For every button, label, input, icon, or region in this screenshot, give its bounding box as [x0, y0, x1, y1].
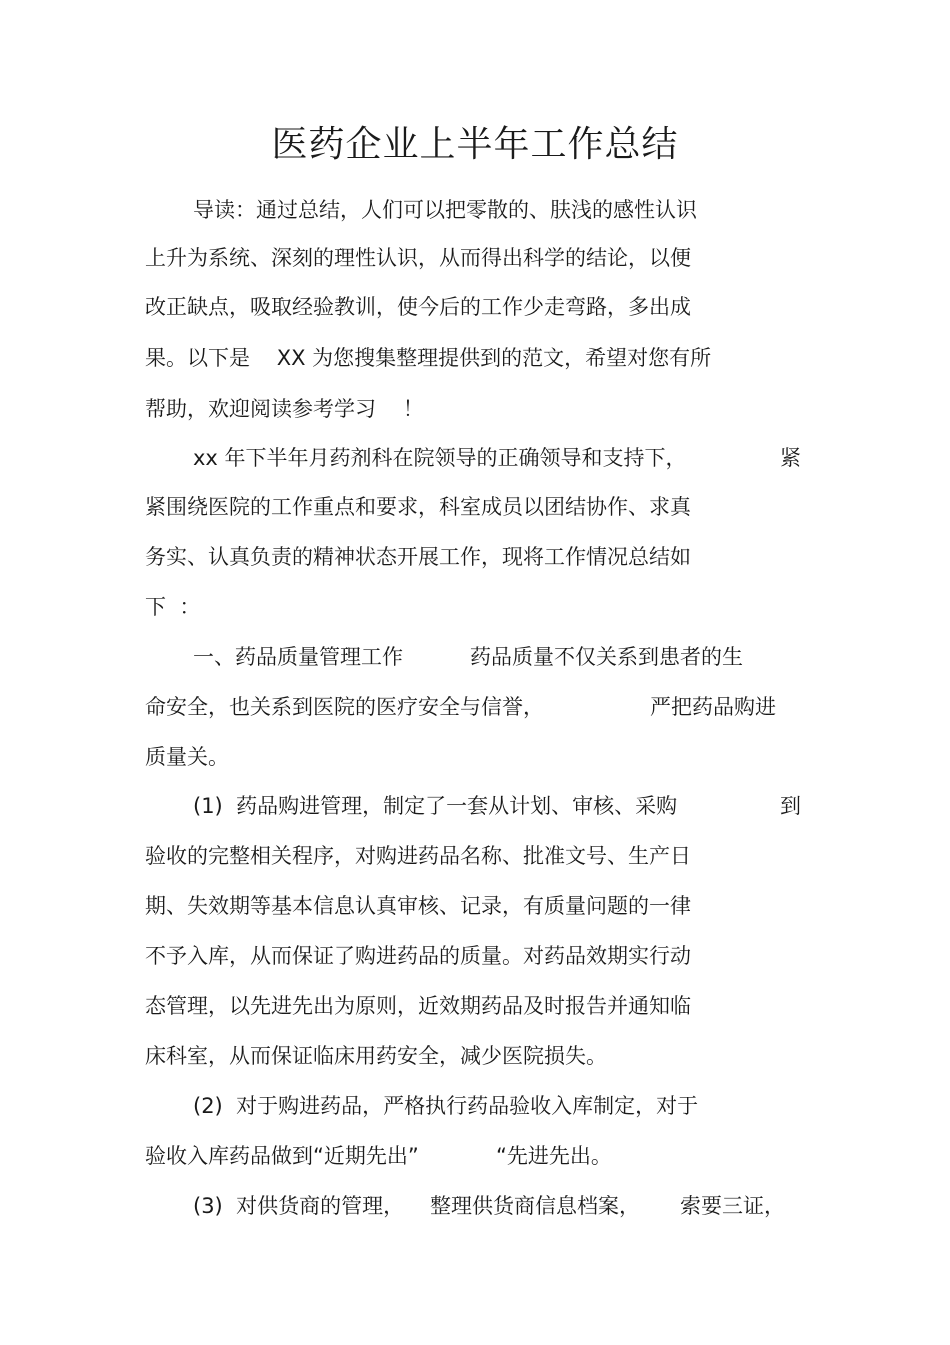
paragraph-line: 下 ：	[145, 595, 201, 619]
paragraph-line: 果。以下是 XX 为您搜集整理提供到的范文，希望对您有所	[145, 346, 712, 370]
paragraph-line: 期、失效期等基本信息认真审核、记录，有质量问题的一律	[145, 894, 691, 918]
paragraph-line: 务实、认真负责的精神状态开展工作，现将工作情况总结如	[145, 545, 691, 569]
paragraph-line: 床科室，从而保证临床用药安全，减少医院损失。	[145, 1044, 607, 1068]
paragraph-line: 态管理，以先进先出为原则，近效期药品及时报告并通知临	[145, 994, 691, 1018]
paragraph-line: 紧	[780, 446, 801, 470]
paragraph-line: 紧围绕医院的工作重点和要求，科室成员以团结协作、求真	[145, 495, 691, 519]
paragraph-line: “先进先出。	[496, 1144, 612, 1168]
section-heading: 一、药品质量管理工作	[193, 645, 403, 669]
paragraph-line: 命安全，也关系到医院的医疗安全与信誉，	[145, 695, 544, 719]
paragraph-line: (3) 对供货商的管理，	[193, 1194, 405, 1218]
paragraph-line: 索要三证，	[680, 1194, 785, 1218]
paragraph-line: xx 年下半年月药剂科在院领导的正确领导和支持下，	[193, 446, 687, 470]
paragraph-line: 上升为系统、深刻的理性认识，从而得出科学的结论，以便	[145, 246, 691, 270]
document-title: 医药企业上半年工作总结	[271, 124, 679, 165]
paragraph-line: 到	[780, 794, 801, 818]
paragraph-line: 改正缺点，吸取经验教训，使今后的工作少走弯路，多出成	[145, 295, 691, 319]
paragraph-line: (2) 对于购进药品，严格执行药品验收入库制定，对于	[193, 1094, 699, 1118]
paragraph-line: 严把药品购进	[650, 695, 776, 719]
paragraph-line: 整理供货商信息档案，	[430, 1194, 640, 1218]
paragraph-line: (1) 药品购进管理，制定了一套从计划、审核、采购	[193, 794, 678, 818]
paragraph-line: 帮助，欢迎阅读参考学习 ！	[145, 397, 424, 421]
paragraph-line: 验收的完整相关程序，对购进药品名称、批准文号、生产日	[145, 844, 691, 868]
paragraph-line: 不予入库，从而保证了购进药品的质量。对药品效期实行动	[145, 944, 691, 968]
paragraph-line: 药品质量不仅关系到患者的生	[470, 645, 743, 669]
paragraph-line: 验收入库药品做到“近期先出”	[145, 1144, 419, 1168]
paragraph-line: 质量关。	[145, 745, 229, 769]
paragraph-line: 导读：通过总结，人们可以把零散的、肤浅的感性认识	[193, 198, 697, 222]
